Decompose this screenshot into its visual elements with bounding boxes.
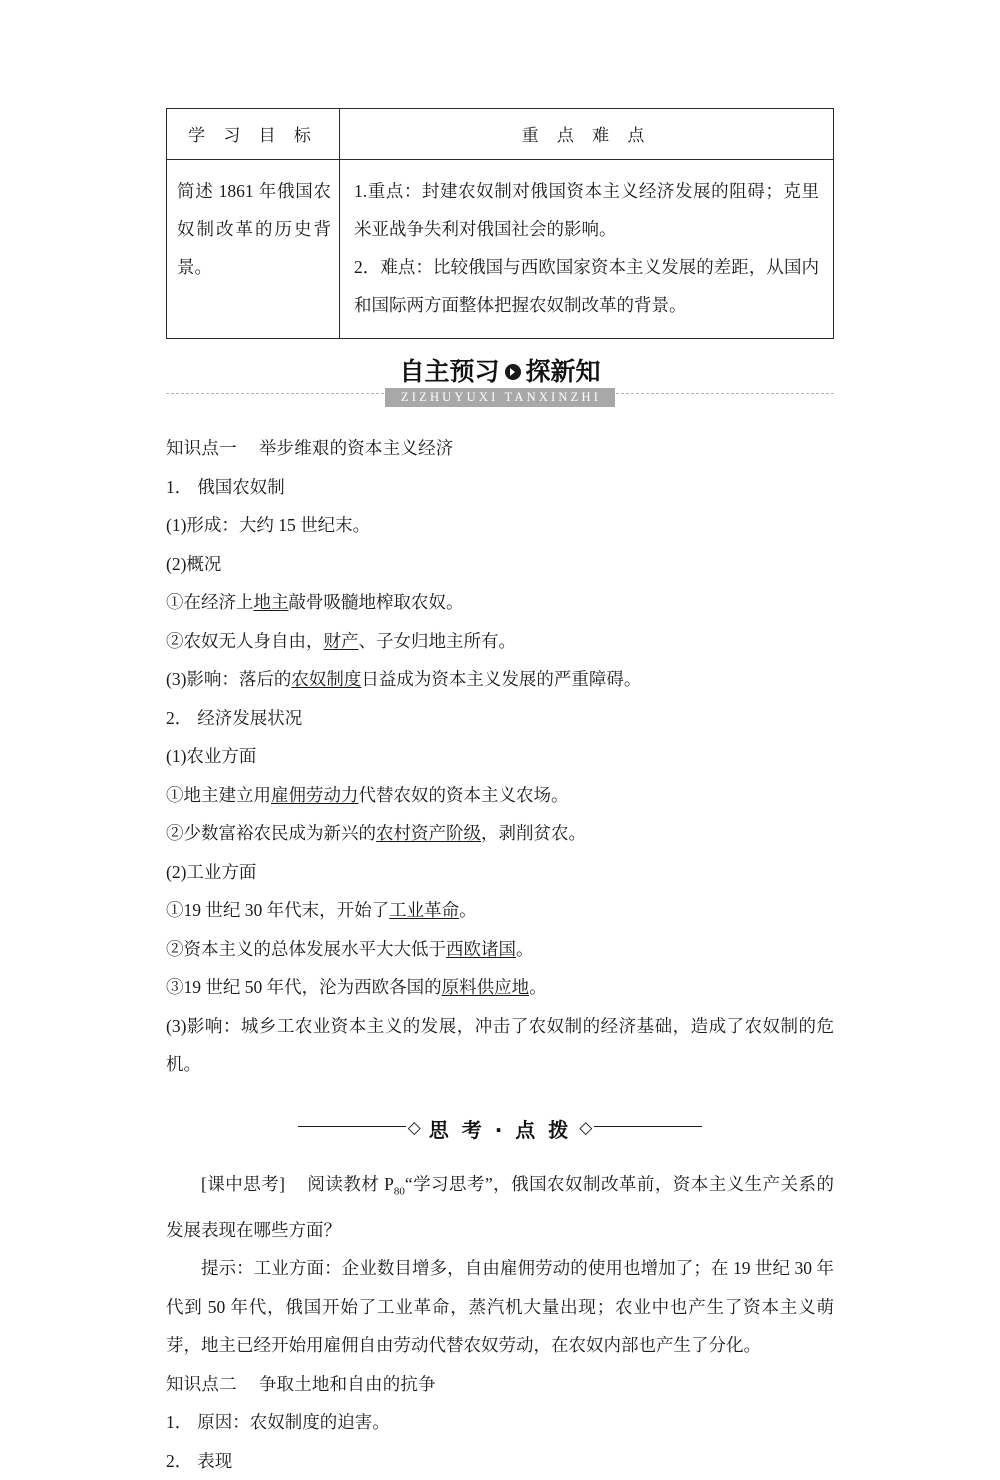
item-text-post: 。 bbox=[516, 939, 534, 959]
list-item bbox=[166, 814, 834, 853]
diamond-outline-icon: ◇ bbox=[579, 1118, 592, 1138]
question-page-subscript: 80 bbox=[394, 1185, 405, 1197]
banner-pinyin: ZIZHUYUXI TANXINZHI bbox=[385, 388, 615, 407]
item-text-pre: 农奴无人身自由， bbox=[184, 631, 324, 651]
item-number: 1． bbox=[166, 1412, 192, 1432]
banner-inner bbox=[166, 357, 834, 407]
question-body-post: “学习思考”，俄国农奴制改革前，资本主义生产关系的发展表现在哪些方面？ bbox=[166, 1174, 834, 1240]
item-text-pre: 少数富裕农民成为新兴的 bbox=[184, 823, 377, 843]
knowledge-point-one-block bbox=[166, 429, 834, 1084]
item-number: ① bbox=[166, 900, 184, 920]
item-text-post: 代替农奴的资本主义农场。 bbox=[359, 785, 569, 805]
item-text-pre: 资本主义的总体发展水平大大低于 bbox=[184, 939, 447, 959]
list-item bbox=[166, 853, 834, 892]
table-header-study-objectives: 学 习 目 标 bbox=[167, 109, 340, 160]
item-number: (1) bbox=[166, 746, 186, 766]
item-number: (1) bbox=[166, 515, 186, 535]
item-text-underlined: 工业革命 bbox=[389, 900, 459, 920]
item-text-post: 。 bbox=[459, 900, 477, 920]
kp1-label: 知识点一 bbox=[166, 438, 237, 458]
list-item bbox=[166, 468, 834, 507]
item-text-underlined: 财产 bbox=[324, 631, 359, 651]
item-text-pre: 影响：落后的 bbox=[186, 669, 291, 689]
item-text: 经济发展状况 bbox=[197, 708, 302, 728]
key-points-cell-content bbox=[340, 160, 834, 339]
item-text-post: 。 bbox=[529, 977, 547, 997]
banner-title bbox=[399, 357, 600, 387]
item-number: ① bbox=[166, 592, 184, 612]
item-text: 原因：农奴制度的迫害。 bbox=[197, 1412, 390, 1432]
item-text-post: 敲骨吸髓地榨取农奴。 bbox=[289, 592, 464, 612]
item-number: 2． bbox=[166, 708, 192, 728]
divider-line-left bbox=[298, 1126, 406, 1127]
section-banner bbox=[166, 357, 834, 413]
item-number: ② bbox=[166, 823, 184, 843]
list-item bbox=[166, 506, 834, 545]
banner-title-right: 探新知 bbox=[526, 357, 601, 386]
key-point-item: 2．难点：比较俄国与西欧国家资本主义发展的差距，从国内和国际两方面整体把握农奴制改革的背景。 bbox=[354, 248, 819, 324]
list-item bbox=[166, 1442, 834, 1480]
knowledge-point-two-heading bbox=[166, 1365, 834, 1404]
list-item bbox=[166, 545, 834, 584]
list-item bbox=[166, 930, 834, 969]
list-item bbox=[166, 699, 834, 738]
item-text-underlined: 雇佣劳动力 bbox=[271, 785, 359, 805]
item-number: 2． bbox=[166, 1451, 192, 1471]
table-row bbox=[167, 160, 834, 339]
question-tag: [课中思考] bbox=[201, 1174, 285, 1194]
table-header-key-difficult-points: 重 点 难 点 bbox=[340, 109, 834, 160]
kp2-title: 争取土地和自由的抗争 bbox=[259, 1374, 436, 1394]
item-number: ② bbox=[166, 631, 184, 651]
kp2-label: 知识点二 bbox=[166, 1374, 237, 1394]
item-text-pre: 地主建立用 bbox=[184, 785, 272, 805]
item-text-underlined: 农村资产阶级 bbox=[376, 823, 481, 843]
list-item bbox=[166, 737, 834, 776]
influence-paragraph: (3)影响：城乡工农业资本主义的发展，冲击了农奴制的经济基础，造成了农奴制的危机。 bbox=[166, 1007, 834, 1084]
think-divider-label: 思 考 · 点 拨 bbox=[423, 1114, 577, 1143]
table-header-row bbox=[167, 109, 834, 160]
kp1-title: 举步维艰的资本主义经济 bbox=[259, 438, 454, 458]
item-text-pre: 在经济上 bbox=[184, 592, 254, 612]
think-answer: 提示：工业方面：企业数目增多，自由雇佣劳动的使用也增加了；在 19 世纪 30 年代到 50 年代，俄国开始了工业革命，蒸汽机大量出现；农业中也产生了资本主义萌芽，地主已经开始用雇佣自由劳动代替农奴劳动，在农奴内部也产生了分化。 bbox=[166, 1249, 834, 1365]
banner-title-left: 自主预习 bbox=[399, 357, 499, 386]
page-content bbox=[166, 0, 834, 1480]
item-number: (2) bbox=[166, 554, 186, 574]
think-question bbox=[166, 1165, 834, 1250]
list-item bbox=[166, 968, 834, 1007]
item-text-post: ，剥削贫农。 bbox=[481, 823, 586, 843]
objectives-table bbox=[166, 108, 834, 339]
item-number: (2) bbox=[166, 862, 186, 882]
item-number: ② bbox=[166, 939, 184, 959]
arrow-circle-icon bbox=[505, 364, 521, 380]
question-body-pre: 阅读教材 P bbox=[307, 1174, 394, 1194]
item-text-pre: 19 世纪 30 年代末，开始了 bbox=[184, 900, 390, 920]
divider-line-right bbox=[594, 1126, 702, 1127]
knowledge-point-two-block bbox=[166, 1365, 834, 1480]
item-text: 概况 bbox=[186, 554, 221, 574]
think-divider bbox=[166, 1114, 834, 1143]
item-text-underlined: 西欧诸国 bbox=[446, 939, 516, 959]
think-block bbox=[166, 1165, 834, 1365]
item-number: ① bbox=[166, 785, 184, 805]
item-text: 俄国农奴制 bbox=[197, 477, 285, 497]
list-item bbox=[166, 622, 834, 661]
objectives-cell-content: 简述 1861 年俄国农奴制改革的历史背景。 bbox=[167, 160, 340, 339]
item-text: 农业方面 bbox=[186, 746, 256, 766]
key-point-item: 1.重点：封建农奴制对俄国资本主义经济发展的阻碍；克里米亚战争失利对俄国社会的影响。 bbox=[354, 172, 819, 248]
item-text: 工业方面 bbox=[186, 862, 256, 882]
item-number: 1． bbox=[166, 477, 192, 497]
list-item bbox=[166, 583, 834, 622]
item-text-underlined: 农奴制度 bbox=[291, 669, 361, 689]
list-item bbox=[166, 776, 834, 815]
item-text-underlined: 原料供应地 bbox=[442, 977, 530, 997]
list-item bbox=[166, 1403, 834, 1442]
item-text-pre: 19 世纪 50 年代，沦为西欧各国的 bbox=[184, 977, 442, 997]
knowledge-point-one-heading bbox=[166, 429, 834, 468]
item-text: 形成：大约 15 世纪末。 bbox=[186, 515, 370, 535]
list-item bbox=[166, 891, 834, 930]
diamond-outline-icon: ◇ bbox=[408, 1118, 421, 1138]
item-text-post: 日益成为资本主义发展的严重障碍。 bbox=[361, 669, 641, 689]
item-number: (3) bbox=[166, 669, 186, 689]
item-text-underlined: 地主 bbox=[254, 592, 289, 612]
list-item bbox=[166, 660, 834, 699]
item-text: 表现 bbox=[197, 1451, 232, 1471]
item-text-post: 、子女归地主所有。 bbox=[359, 631, 517, 651]
item-number: ③ bbox=[166, 977, 184, 997]
